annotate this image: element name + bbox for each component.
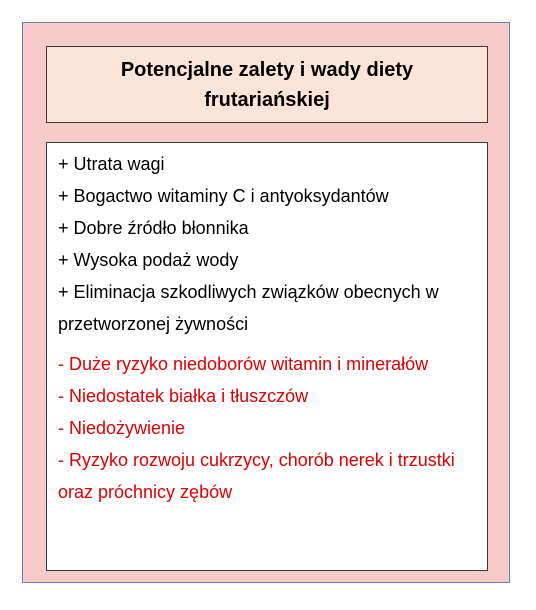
pros-item: + Bogactwo witaminy C i antyoksydantów bbox=[58, 186, 389, 206]
cons-item: - Niedożywienie bbox=[58, 418, 186, 438]
pros-item: + Eliminacja szkodliwych związków obecnych w przetworzonej żywności bbox=[58, 282, 439, 334]
cons-item: - Duże ryzyko niedoborów witamin i minerałów bbox=[58, 354, 429, 374]
cons-item: - Niedostatek białka i tłuszczów bbox=[58, 386, 309, 406]
title-box bbox=[46, 46, 488, 123]
pros-item: + Wysoka podaż wody bbox=[58, 250, 239, 270]
content-box bbox=[46, 142, 488, 571]
cons-item: - Ryzyko rozwoju cukrzycy, chorób nerek i trzustki oraz próchnicy zębów bbox=[58, 450, 455, 502]
infographic-panel bbox=[22, 22, 510, 583]
page-title: Potencjalne zalety i wady diety frutariańskiej bbox=[120, 58, 414, 111]
cons-list bbox=[58, 348, 477, 508]
pros-list bbox=[58, 148, 477, 340]
pros-item: + Dobre źródło błonnika bbox=[58, 218, 249, 238]
pros-item: + Utrata wagi bbox=[58, 154, 165, 174]
